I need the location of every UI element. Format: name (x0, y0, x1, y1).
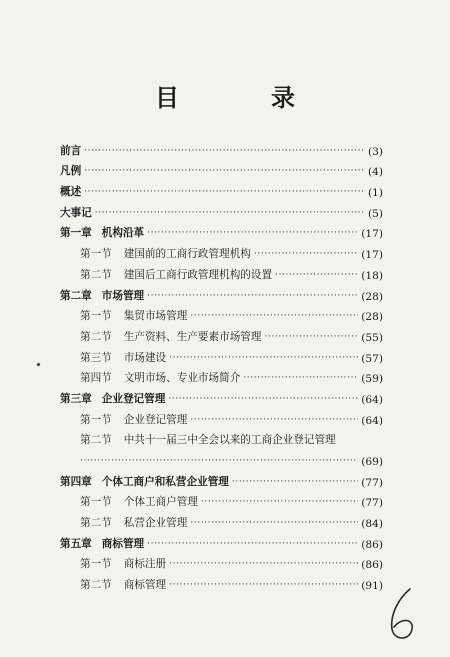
entry-title: 集贸市场管理 (123, 310, 188, 323)
entry-title: 商标管理 (123, 579, 167, 592)
entry-page: (57) (361, 352, 383, 365)
leader-dots (190, 416, 358, 427)
leader-dots (265, 333, 359, 344)
entry-title: 市场管理 (101, 289, 145, 302)
entry-page: (5) (367, 207, 383, 220)
chapter-number: 第三章 (60, 392, 92, 405)
section-number: 第一节 (80, 310, 112, 323)
entry-title: 商标管理 (101, 537, 145, 550)
toc-section-entry (60, 571, 383, 592)
entry-page: (17) (361, 249, 383, 262)
toc-chapter-entry (60, 385, 383, 406)
toc-chapter-entry (60, 282, 383, 303)
entry-page: (86) (361, 538, 383, 551)
entry-page: (55) (361, 331, 383, 344)
section-number: 第二节 (80, 434, 112, 447)
leader-dots (147, 540, 358, 551)
entry-title: 机构沿革 (101, 227, 145, 240)
toc-chapter-entry (60, 468, 383, 489)
entry-title: 建国前的工商行政管理机构 (123, 248, 251, 261)
toc-entry (60, 137, 383, 158)
entry-page: (77) (361, 476, 383, 489)
leader-dots (190, 519, 358, 530)
entry-title: 凡例 (60, 165, 82, 178)
toc-section-entry (60, 509, 383, 530)
entry-page: (17) (361, 228, 383, 241)
table-of-contents (60, 137, 383, 592)
entry-title: 个体工商户管理 (123, 496, 198, 509)
chapter-number: 第二章 (60, 289, 92, 302)
chapter-number: 第五章 (60, 537, 92, 550)
leader-dots (84, 167, 365, 178)
leader-dots (243, 374, 358, 385)
section-number: 第三节 (80, 351, 112, 364)
toc-section-entry (60, 344, 383, 365)
entry-page: (18) (361, 269, 383, 282)
section-number: 第四节 (80, 372, 112, 385)
leader-dots (84, 147, 365, 158)
entry-title: 生产资料、生产要素市场管理 (123, 330, 262, 343)
leader-dots (190, 312, 358, 323)
toc-section-entry (60, 551, 383, 572)
ink-mark (36, 362, 40, 366)
section-number: 第二节 (80, 517, 112, 530)
leader-dots (232, 478, 358, 489)
entry-title: 私营企业管理 (123, 517, 188, 530)
toc-section-entry (60, 365, 383, 386)
section-number: 第一节 (80, 248, 112, 261)
leader-dots (169, 354, 358, 365)
entry-page: (28) (361, 311, 383, 324)
toc-entry (60, 158, 383, 179)
handwritten-page-number (384, 585, 424, 645)
entry-title: 大事记 (60, 206, 92, 219)
section-number: 第一节 (80, 558, 112, 571)
page-title: 目 录 (155, 83, 329, 112)
leader-dots (95, 209, 365, 220)
leader-dots (147, 292, 358, 303)
toc-section-entry (60, 240, 383, 261)
leader-dots (201, 498, 358, 509)
entry-page: (86) (361, 559, 383, 572)
entry-title: 建国后工商行政管理机构的设置 (123, 268, 273, 281)
chapter-number: 第一章 (60, 227, 92, 240)
entry-title: 前言 (60, 144, 82, 157)
toc-section-entry (60, 406, 383, 427)
entry-title: 市场建设 (123, 351, 167, 364)
toc-entry (60, 199, 383, 220)
toc-section-entry (60, 427, 383, 448)
entry-page: (64) (361, 414, 383, 427)
leader-dots (84, 188, 365, 199)
toc-section-entry (60, 303, 383, 324)
section-number: 第一节 (80, 496, 112, 509)
leader-dots (169, 560, 358, 571)
section-number: 第二节 (80, 330, 112, 343)
entry-title: 个体工商户和私营企业管理 (101, 475, 229, 488)
entry-page: (1) (367, 187, 383, 200)
entry-page: (64) (361, 393, 383, 406)
toc-continuation-line (60, 447, 383, 468)
entry-page: (91) (361, 580, 383, 593)
entry-page: (59) (361, 373, 383, 386)
toc-section-entry (60, 489, 383, 510)
entry-title: 企业登记管理 (123, 413, 188, 426)
leader-dots (169, 581, 358, 592)
toc-entry (60, 178, 383, 199)
leader-dots (275, 271, 358, 282)
toc-chapter-entry (60, 530, 383, 551)
entry-title: 文明市场、专业市场简介 (123, 372, 241, 385)
leader-dots (254, 250, 358, 261)
entry-title: 概述 (60, 186, 82, 199)
entry-page: (28) (361, 290, 383, 303)
leader-dots (168, 395, 358, 406)
entry-title: 企业登记管理 (101, 392, 166, 405)
toc-chapter-entry (60, 220, 383, 241)
entry-page: (84) (361, 518, 383, 531)
toc-section-entry (60, 261, 383, 282)
entry-page: (4) (367, 166, 383, 179)
entry-title: 商标注册 (123, 558, 167, 571)
section-number: 第二节 (80, 579, 112, 592)
section-number: 第一节 (80, 413, 112, 426)
entry-page: (3) (367, 145, 383, 158)
toc-section-entry (60, 323, 383, 344)
leader-dots (80, 457, 358, 468)
entry-title: 中共十一届三中全会以来的工商企业登记管理 (123, 434, 336, 447)
entry-page: (77) (361, 497, 383, 510)
chapter-number: 第四章 (60, 475, 92, 488)
leader-dots (147, 229, 358, 240)
entry-page: (69) (361, 456, 383, 468)
section-number: 第二节 (80, 268, 112, 281)
